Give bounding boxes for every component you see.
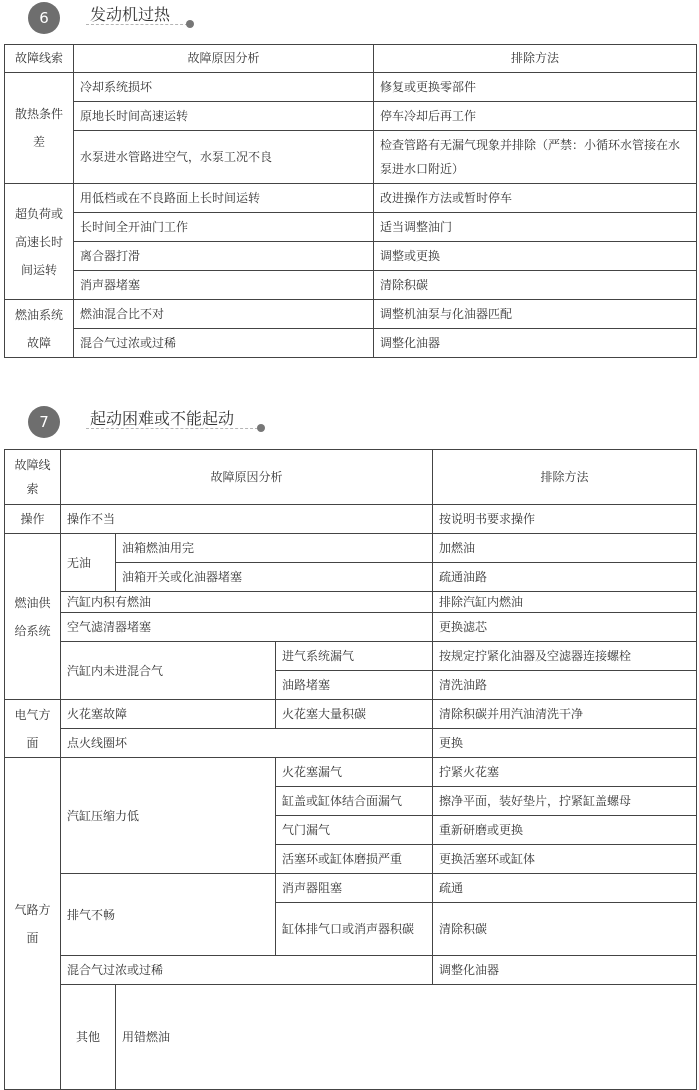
table-row — [5, 242, 697, 271]
cause-cell: 冷却系统损坏 — [74, 73, 374, 102]
fix-cell: 排除汽缸内燃油 — [433, 592, 697, 613]
table-row — [5, 73, 697, 102]
fix-cell: 疏通 — [433, 874, 697, 903]
fix-cell: 更换活塞环或缸体 — [433, 845, 697, 874]
fix-cell: 改进操作方法或暂时停车 — [374, 184, 697, 213]
title-dot-icon — [186, 20, 194, 28]
clue-cell: 散热条件差 — [5, 73, 74, 184]
cause-cell: 汽缸内未进混合气 — [61, 642, 276, 700]
header-cell: 排除方法 — [374, 45, 697, 73]
fix-cell: 停车冷却后再工作 — [374, 102, 697, 131]
overheat-table — [4, 44, 697, 358]
table-row — [5, 985, 697, 1090]
cause-cell: 汽缸压缩力低 — [61, 758, 276, 874]
clue-cell: 操作 — [5, 505, 61, 534]
cause-detail-cell: 油箱燃油用完 — [116, 534, 433, 563]
section-title: 起动困难或不能起动 — [90, 409, 235, 428]
table-row — [5, 592, 697, 613]
section-number-badge: 6 — [28, 2, 60, 34]
cause-cell: 消声器堵塞 — [74, 271, 374, 300]
cause-cell: 混合气过浓或过稀 — [61, 956, 433, 985]
header-cell: 排除方法 — [433, 450, 697, 505]
fix-cell: 疏通油路 — [433, 563, 697, 592]
cause-detail-cell: 缸盖或缸体结合面漏气 — [276, 787, 433, 816]
fix-cell: 重新研磨或更换 — [433, 816, 697, 845]
fix-cell: 调整化油器 — [374, 329, 697, 358]
fix-cell: 清除积碳并用汽油清洗干净 — [433, 700, 697, 729]
table-row — [5, 300, 697, 329]
cause-detail-cell: 气门漏气 — [276, 816, 433, 845]
cause-cell: 操作不当 — [61, 505, 433, 534]
cause-cell: 用低档或在不良路面上长时间运转 — [74, 184, 374, 213]
clue-cell: 超负荷或高速长时间运转 — [5, 184, 74, 300]
table-row — [5, 131, 697, 184]
cause-cell: 用错燃油 — [116, 985, 697, 1090]
title-dot-icon — [257, 424, 265, 432]
table-row — [5, 271, 697, 300]
fix-cell: 清除积碳 — [433, 903, 697, 956]
section-title: 发动机过热 — [90, 5, 171, 24]
table-row — [5, 729, 697, 758]
table-row — [5, 874, 697, 903]
table-header-row — [5, 45, 697, 73]
fix-cell: 按说明书要求操作 — [433, 505, 697, 534]
cause-detail-cell: 油路堵塞 — [276, 671, 433, 700]
clue-cell: 气路方面 — [5, 758, 61, 1090]
table-row — [5, 184, 697, 213]
fix-cell: 清除积碳 — [374, 271, 697, 300]
cause-detail-cell: 消声器阻塞 — [276, 874, 433, 903]
cause-cell: 排气不畅 — [61, 874, 276, 956]
title-underline — [86, 428, 258, 429]
cause-detail-cell: 油箱开关或化油器堵塞 — [116, 563, 433, 592]
table-row — [5, 700, 697, 729]
clue-cell: 其他 — [61, 985, 116, 1090]
cause-detail-cell: 缸体排气口或消声器积碳 — [276, 903, 433, 956]
table-row — [5, 613, 697, 642]
header-cell: 故障原因分析 — [61, 450, 433, 505]
table-row — [5, 329, 697, 358]
cause-cell: 点火线圈坏 — [61, 729, 433, 758]
fix-cell: 更换 — [433, 729, 697, 758]
fix-cell: 调整或更换 — [374, 242, 697, 271]
fix-cell: 检查管路有无漏气现象并排除（严禁：小循环水管接在水泵进水口附近） — [374, 131, 697, 184]
clue-cell: 燃油供给系统 — [5, 534, 61, 700]
cause-cell: 燃油混合比不对 — [74, 300, 374, 329]
table-row — [5, 534, 697, 563]
clue-cell: 燃油系统故障 — [5, 300, 74, 358]
fix-cell: 更换滤芯 — [433, 613, 697, 642]
table-header-row — [5, 450, 697, 505]
header-cell: 故障原因分析 — [74, 45, 374, 73]
start-failure-table — [4, 449, 697, 1090]
cause-cell: 水泵进水管路进空气，水泵工况不良 — [74, 131, 374, 184]
fix-cell: 加燃油 — [433, 534, 697, 563]
fix-cell: 按规定拧紧化油器及空滤器连接螺栓 — [433, 642, 697, 671]
fix-cell: 调整化油器 — [433, 956, 697, 985]
fix-cell: 调整机油泵与化油器匹配 — [374, 300, 697, 329]
cause-detail-cell: 火花塞漏气 — [276, 758, 433, 787]
fix-cell: 清洗油路 — [433, 671, 697, 700]
table-row — [5, 956, 697, 985]
cause-cell: 汽缸内积有燃油 — [61, 592, 433, 613]
header-cell: 故障线索 — [5, 45, 74, 73]
cause-detail-cell: 火花塞大量积碳 — [276, 700, 433, 729]
cause-cell: 无油 — [61, 534, 116, 592]
cause-cell: 长时间全开油门工作 — [74, 213, 374, 242]
fix-cell: 拧紧火花塞 — [433, 758, 697, 787]
cause-detail-cell: 活塞环或缸体磨损严重 — [276, 845, 433, 874]
cause-cell: 混合气过浓或过稀 — [74, 329, 374, 358]
header-cell: 故障线索 — [5, 450, 61, 505]
table-row — [5, 505, 697, 534]
title-underline — [86, 24, 188, 25]
cause-cell: 原地长时间高速运转 — [74, 102, 374, 131]
fix-cell: 修复或更换零部件 — [374, 73, 697, 102]
cause-cell: 空气滤清器堵塞 — [61, 613, 433, 642]
table-row — [5, 758, 697, 787]
fix-cell: 适当调整油门 — [374, 213, 697, 242]
table-row — [5, 213, 697, 242]
table-row — [5, 102, 697, 131]
cause-cell: 火花塞故障 — [61, 700, 276, 729]
table-row — [5, 642, 697, 671]
clue-cell: 电气方面 — [5, 700, 61, 758]
section-number-badge: 7 — [28, 406, 60, 438]
cause-cell: 离合器打滑 — [74, 242, 374, 271]
cause-detail-cell: 进气系统漏气 — [276, 642, 433, 671]
fix-cell: 擦净平面，装好垫片，拧紧缸盖螺母 — [433, 787, 697, 816]
